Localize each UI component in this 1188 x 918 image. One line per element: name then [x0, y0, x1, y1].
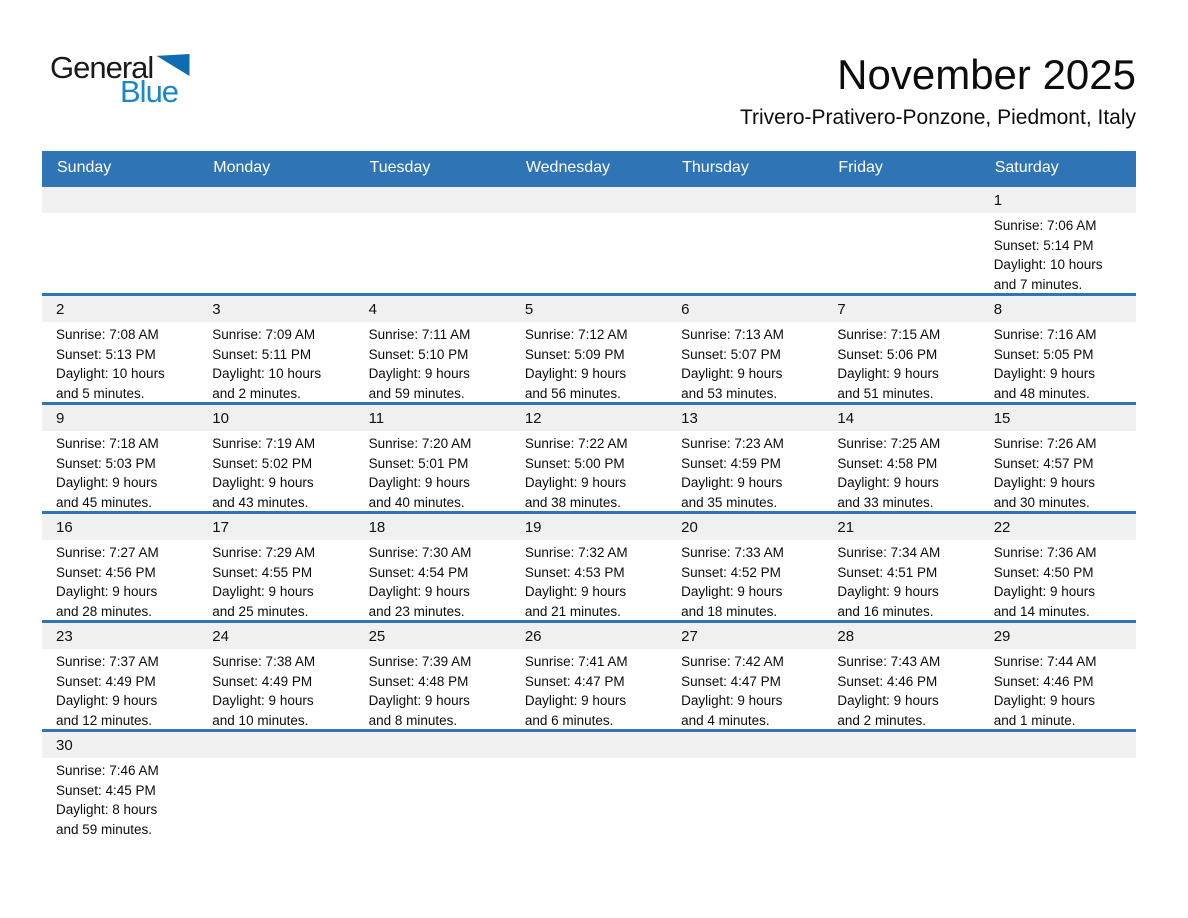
date-number: 9	[42, 405, 198, 431]
cell-line: Daylight: 10 hours	[56, 366, 165, 381]
date-number	[198, 732, 354, 758]
cell-line: Sunset: 5:14 PM	[993, 237, 1094, 253]
cell-line: Sunrise: 7:13 AM	[681, 327, 784, 342]
date-number: 22	[980, 514, 1136, 540]
cell-line: and 30 minutes.	[993, 494, 1090, 510]
cell-line: Daylight: 9 hours	[524, 366, 627, 381]
cell-line: and 16 minutes.	[837, 603, 934, 619]
calendar-cell	[198, 732, 354, 838]
cell-details	[667, 322, 823, 402]
cell-line: and 43 minutes.	[212, 494, 309, 510]
cell-details	[980, 431, 1136, 511]
cell-line: Sunrise: 7:12 AM	[524, 327, 628, 342]
cell-line: and 6 minutes.	[524, 712, 614, 728]
cell-line: Sunset: 4:53 PM	[524, 564, 625, 580]
cell-line: and 12 minutes.	[56, 712, 153, 728]
cell-line: and 1 minute.	[993, 712, 1076, 728]
cell-line: Sunset: 4:57 PM	[993, 455, 1094, 471]
logo	[50, 52, 191, 107]
cell-line: Sunrise: 7:19 AM	[212, 436, 316, 451]
calendar-cell	[823, 405, 979, 511]
calendar-cell	[980, 732, 1136, 838]
cell-details	[42, 431, 198, 511]
date-number: 26	[511, 623, 667, 649]
date-number: 16	[42, 514, 198, 540]
date-number	[980, 732, 1136, 758]
cell-details	[511, 649, 667, 729]
calendar-cell	[355, 296, 511, 402]
cell-line: Sunrise: 7:29 AM	[212, 545, 316, 560]
calendar-cell	[980, 187, 1136, 293]
cell-line: Sunrise: 7:06 AM	[993, 218, 1097, 233]
date-number: 15	[980, 405, 1136, 431]
weekday-header: Friday	[838, 158, 883, 176]
cell-details	[823, 431, 979, 511]
date-number: 3	[198, 296, 354, 322]
date-number: 10	[198, 405, 354, 431]
date-number: 27	[667, 623, 823, 649]
cell-line: Daylight: 10 hours	[212, 366, 322, 381]
cell-details	[355, 649, 511, 729]
cell-details	[198, 758, 354, 838]
cell-details	[823, 540, 979, 620]
calendar-cell	[355, 405, 511, 511]
cell-line: Sunset: 4:45 PM	[56, 782, 156, 798]
cell-line: Sunset: 4:46 PM	[993, 673, 1094, 689]
calendar-cell	[355, 514, 511, 620]
cell-line: Daylight: 9 hours	[56, 693, 158, 708]
cell-line: Daylight: 9 hours	[993, 584, 1095, 599]
cell-line: Sunset: 4:55 PM	[212, 564, 313, 580]
cell-details	[511, 540, 667, 620]
cell-line: Daylight: 9 hours	[56, 475, 158, 490]
date-number	[355, 187, 511, 213]
calendar-cell	[42, 187, 198, 293]
date-number: 18	[355, 514, 511, 540]
calendar-cell	[198, 296, 354, 402]
calendar-cell	[511, 405, 667, 511]
cell-line: and 8 minutes.	[368, 712, 458, 728]
cell-line: Sunset: 5:09 PM	[524, 346, 625, 362]
date-number: 11	[355, 405, 511, 431]
cell-line: Sunset: 4:48 PM	[368, 673, 469, 689]
date-number	[823, 732, 979, 758]
calendar-cell	[823, 732, 979, 838]
cell-line: Sunrise: 7:22 AM	[524, 436, 628, 451]
cell-line: Daylight: 9 hours	[681, 693, 783, 708]
week-row	[42, 511, 1136, 620]
cell-line: Daylight: 9 hours	[524, 584, 627, 599]
week-row	[42, 620, 1136, 729]
calendar-cell	[667, 296, 823, 402]
cell-line: Daylight: 9 hours	[368, 584, 470, 599]
calendar-cell	[823, 187, 979, 293]
cell-details	[667, 431, 823, 511]
cell-details	[355, 431, 511, 511]
cell-line: Sunrise: 7:09 AM	[212, 327, 316, 342]
cell-line: Daylight: 9 hours	[681, 366, 783, 381]
weekday-header: Sunday	[57, 158, 112, 176]
cell-line: Sunset: 4:49 PM	[56, 673, 156, 689]
page-header	[0, 0, 1188, 130]
calendar-cell	[42, 405, 198, 511]
cell-line: Sunrise: 7:30 AM	[368, 545, 472, 560]
weekday-header: Wednesday	[525, 158, 611, 176]
cell-line: Daylight: 9 hours	[837, 584, 939, 599]
cell-line: Sunset: 4:56 PM	[56, 564, 156, 580]
cell-line: and 59 minutes.	[56, 821, 153, 837]
calendar-cell	[667, 623, 823, 729]
cell-details	[667, 213, 823, 293]
weekday-header: Tuesday	[369, 158, 431, 176]
cell-details	[511, 431, 667, 511]
cell-details	[198, 431, 354, 511]
cell-line: and 25 minutes.	[212, 603, 309, 619]
cell-line: Sunset: 4:52 PM	[681, 564, 781, 580]
cell-line: and 2 minutes.	[212, 385, 301, 401]
cell-line: Daylight: 10 hours	[993, 257, 1103, 272]
calendar-cell	[667, 187, 823, 293]
cell-line: and 59 minutes.	[368, 385, 465, 401]
calendar-cell	[198, 514, 354, 620]
logo-blue: Blue	[120, 74, 179, 109]
cell-details	[42, 758, 198, 838]
cell-line: and 40 minutes.	[368, 494, 465, 510]
week-row	[42, 402, 1136, 511]
weekday-header: Thursday	[682, 158, 749, 176]
calendar-table	[42, 151, 1136, 838]
cell-line: Sunrise: 7:37 AM	[56, 654, 159, 669]
cell-line: Sunset: 4:46 PM	[837, 673, 938, 689]
cell-line: Sunrise: 7:39 AM	[368, 654, 472, 669]
calendar-cell	[980, 623, 1136, 729]
cell-line: Sunset: 5:03 PM	[56, 455, 156, 471]
date-number: 12	[511, 405, 667, 431]
date-number: 14	[823, 405, 979, 431]
calendar-cell	[511, 514, 667, 620]
cell-line: and 14 minutes.	[993, 603, 1090, 619]
page-subtitle: Trivero-Prativero-Ponzone, Piedmont, Italy	[739, 106, 1136, 129]
cell-line: Daylight: 9 hours	[56, 584, 158, 599]
calendar-cell	[42, 296, 198, 402]
cell-line: Sunrise: 7:38 AM	[212, 654, 316, 669]
date-number: 13	[667, 405, 823, 431]
cell-line: Daylight: 9 hours	[681, 475, 783, 490]
date-number: 25	[355, 623, 511, 649]
cell-line: Daylight: 9 hours	[212, 584, 314, 599]
cell-details	[355, 213, 511, 293]
weekday-header-row	[42, 151, 1136, 184]
cell-line: and 38 minutes.	[524, 494, 621, 510]
date-number: 21	[823, 514, 979, 540]
cell-line: Sunrise: 7:23 AM	[681, 436, 784, 451]
cell-details	[42, 649, 198, 729]
date-number: 19	[511, 514, 667, 540]
cell-details	[980, 213, 1136, 293]
cell-details	[980, 322, 1136, 402]
calendar-body	[42, 184, 1136, 838]
cell-line: Sunset: 4:47 PM	[524, 673, 625, 689]
cell-details	[823, 649, 979, 729]
cell-line: Sunrise: 7:46 AM	[56, 763, 159, 778]
calendar-cell	[980, 514, 1136, 620]
date-number: 23	[42, 623, 198, 649]
cell-line: Daylight: 8 hours	[56, 802, 158, 817]
cell-details	[823, 213, 979, 293]
cell-line: Sunset: 5:13 PM	[56, 346, 156, 362]
cell-line: and 4 minutes.	[681, 712, 770, 728]
calendar-cell	[198, 405, 354, 511]
cell-line: and 53 minutes.	[681, 385, 778, 401]
cell-line: Sunset: 4:54 PM	[368, 564, 469, 580]
date-number: 20	[667, 514, 823, 540]
cell-details	[355, 758, 511, 838]
calendar-cell	[355, 187, 511, 293]
calendar-cell	[511, 296, 667, 402]
title-block	[740, 52, 1136, 130]
cell-line: Sunset: 5:07 PM	[681, 346, 781, 362]
cell-line: and 5 minutes.	[56, 385, 145, 401]
calendar-cell	[42, 732, 198, 838]
cell-line: Sunrise: 7:36 AM	[993, 545, 1097, 560]
cell-details	[42, 540, 198, 620]
cell-line: and 21 minutes.	[524, 603, 621, 619]
weekday-header: Monday	[213, 158, 271, 176]
calendar-cell	[355, 623, 511, 729]
cell-line: and 23 minutes.	[368, 603, 465, 619]
cell-details	[667, 649, 823, 729]
cell-line: and 18 minutes.	[681, 603, 778, 619]
cell-line: Sunrise: 7:11 AM	[368, 327, 471, 342]
cell-line: Sunrise: 7:25 AM	[837, 436, 941, 451]
cell-details	[198, 322, 354, 402]
cell-details	[823, 758, 979, 838]
calendar-cell	[980, 296, 1136, 402]
cell-details	[198, 540, 354, 620]
date-number	[511, 732, 667, 758]
cell-details	[511, 322, 667, 402]
cell-line: Sunset: 4:50 PM	[993, 564, 1094, 580]
cell-line: Sunset: 5:11 PM	[212, 346, 312, 362]
date-number: 29	[980, 623, 1136, 649]
date-number: 24	[198, 623, 354, 649]
cell-line: Daylight: 9 hours	[212, 693, 314, 708]
calendar-cell	[511, 187, 667, 293]
cell-line: and 56 minutes.	[524, 385, 621, 401]
week-row	[42, 184, 1136, 293]
weekday-header: Saturday	[994, 158, 1059, 176]
cell-line: Sunset: 5:05 PM	[993, 346, 1094, 362]
cell-line: Daylight: 9 hours	[524, 693, 627, 708]
cell-line: Sunset: 5:01 PM	[368, 455, 469, 471]
calendar-cell	[667, 514, 823, 620]
cell-line: Sunrise: 7:41 AM	[524, 654, 628, 669]
cell-line: Sunrise: 7:34 AM	[837, 545, 941, 560]
calendar-cell	[511, 623, 667, 729]
cell-line: Daylight: 9 hours	[524, 475, 627, 490]
cell-details	[42, 213, 198, 293]
cell-line: Sunrise: 7:33 AM	[681, 545, 784, 560]
cell-line: Daylight: 9 hours	[212, 475, 314, 490]
date-number: 2	[42, 296, 198, 322]
date-number	[667, 187, 823, 213]
date-number: 6	[667, 296, 823, 322]
cell-line: and 51 minutes.	[837, 385, 934, 401]
cell-line: Sunset: 4:59 PM	[681, 455, 781, 471]
cell-details	[823, 322, 979, 402]
cell-line: and 48 minutes.	[993, 385, 1090, 401]
cell-line: Sunset: 4:49 PM	[212, 673, 313, 689]
cell-line: Sunrise: 7:15 AM	[837, 327, 941, 342]
logo-triangle-icon	[155, 54, 191, 76]
cell-details	[511, 213, 667, 293]
cell-line: Sunrise: 7:08 AM	[56, 327, 159, 342]
cell-line: Sunset: 5:06 PM	[837, 346, 938, 362]
cell-details	[511, 758, 667, 838]
week-row	[42, 293, 1136, 402]
cell-line: Sunrise: 7:27 AM	[56, 545, 159, 560]
cell-line: Daylight: 9 hours	[993, 366, 1095, 381]
page-title: November 2025	[837, 51, 1136, 98]
cell-line: Sunrise: 7:16 AM	[993, 327, 1097, 342]
calendar-cell	[667, 732, 823, 838]
cell-line: and 28 minutes.	[56, 603, 153, 619]
cell-line: Daylight: 9 hours	[837, 366, 939, 381]
cell-line: and 33 minutes.	[837, 494, 934, 510]
cell-details	[42, 322, 198, 402]
date-number: 8	[980, 296, 1136, 322]
calendar-cell	[823, 514, 979, 620]
date-number	[823, 187, 979, 213]
cell-line: Daylight: 9 hours	[368, 475, 470, 490]
cell-line: and 45 minutes.	[56, 494, 153, 510]
calendar-cell	[42, 514, 198, 620]
cell-details	[198, 213, 354, 293]
week-row	[42, 729, 1136, 838]
cell-line: Sunrise: 7:44 AM	[993, 654, 1097, 669]
cell-line: and 2 minutes.	[837, 712, 926, 728]
cell-details	[980, 649, 1136, 729]
cell-line: Sunset: 5:10 PM	[368, 346, 469, 362]
logo-general: General	[50, 50, 154, 85]
cell-line: Sunset: 4:58 PM	[837, 455, 938, 471]
cell-line: Sunrise: 7:32 AM	[524, 545, 628, 560]
cell-line: Daylight: 9 hours	[837, 475, 939, 490]
date-number: 5	[511, 296, 667, 322]
cell-details	[667, 540, 823, 620]
cell-line: Daylight: 9 hours	[368, 366, 470, 381]
date-number: 17	[198, 514, 354, 540]
date-number: 7	[823, 296, 979, 322]
date-number: 28	[823, 623, 979, 649]
cell-details	[355, 540, 511, 620]
date-number	[42, 187, 198, 213]
calendar-cell	[198, 623, 354, 729]
cell-line: Daylight: 9 hours	[993, 475, 1095, 490]
cell-line: Sunrise: 7:26 AM	[993, 436, 1097, 451]
cell-details	[980, 758, 1136, 838]
calendar-cell	[667, 405, 823, 511]
cell-line: Sunset: 4:51 PM	[837, 564, 938, 580]
calendar-cell	[823, 623, 979, 729]
cell-line: Sunset: 5:00 PM	[524, 455, 625, 471]
calendar-cell	[980, 405, 1136, 511]
cell-line: Daylight: 9 hours	[837, 693, 939, 708]
calendar-cell	[42, 623, 198, 729]
cell-line: and 10 minutes.	[212, 712, 309, 728]
date-number: 1	[980, 187, 1136, 213]
cell-line: Daylight: 9 hours	[368, 693, 470, 708]
date-number	[355, 732, 511, 758]
calendar-cell	[355, 732, 511, 838]
cell-line: Sunrise: 7:42 AM	[681, 654, 784, 669]
cell-line: and 35 minutes.	[681, 494, 778, 510]
calendar-cell	[198, 187, 354, 293]
calendar-cell	[823, 296, 979, 402]
cell-details	[198, 649, 354, 729]
date-number	[198, 187, 354, 213]
cell-line: Daylight: 9 hours	[993, 693, 1095, 708]
date-number: 30	[42, 732, 198, 758]
cell-details	[355, 322, 511, 402]
cell-line: Daylight: 9 hours	[681, 584, 783, 599]
date-number	[511, 187, 667, 213]
date-number	[667, 732, 823, 758]
cell-line: Sunset: 4:47 PM	[681, 673, 781, 689]
calendar-cell	[511, 732, 667, 838]
cell-details	[980, 540, 1136, 620]
cell-line: Sunrise: 7:20 AM	[368, 436, 472, 451]
cell-line: Sunrise: 7:43 AM	[837, 654, 941, 669]
date-number: 4	[355, 296, 511, 322]
cell-line: Sunset: 5:02 PM	[212, 455, 313, 471]
cell-details	[667, 758, 823, 838]
cell-line: Sunrise: 7:18 AM	[56, 436, 159, 451]
cell-line: and 7 minutes.	[993, 276, 1083, 292]
